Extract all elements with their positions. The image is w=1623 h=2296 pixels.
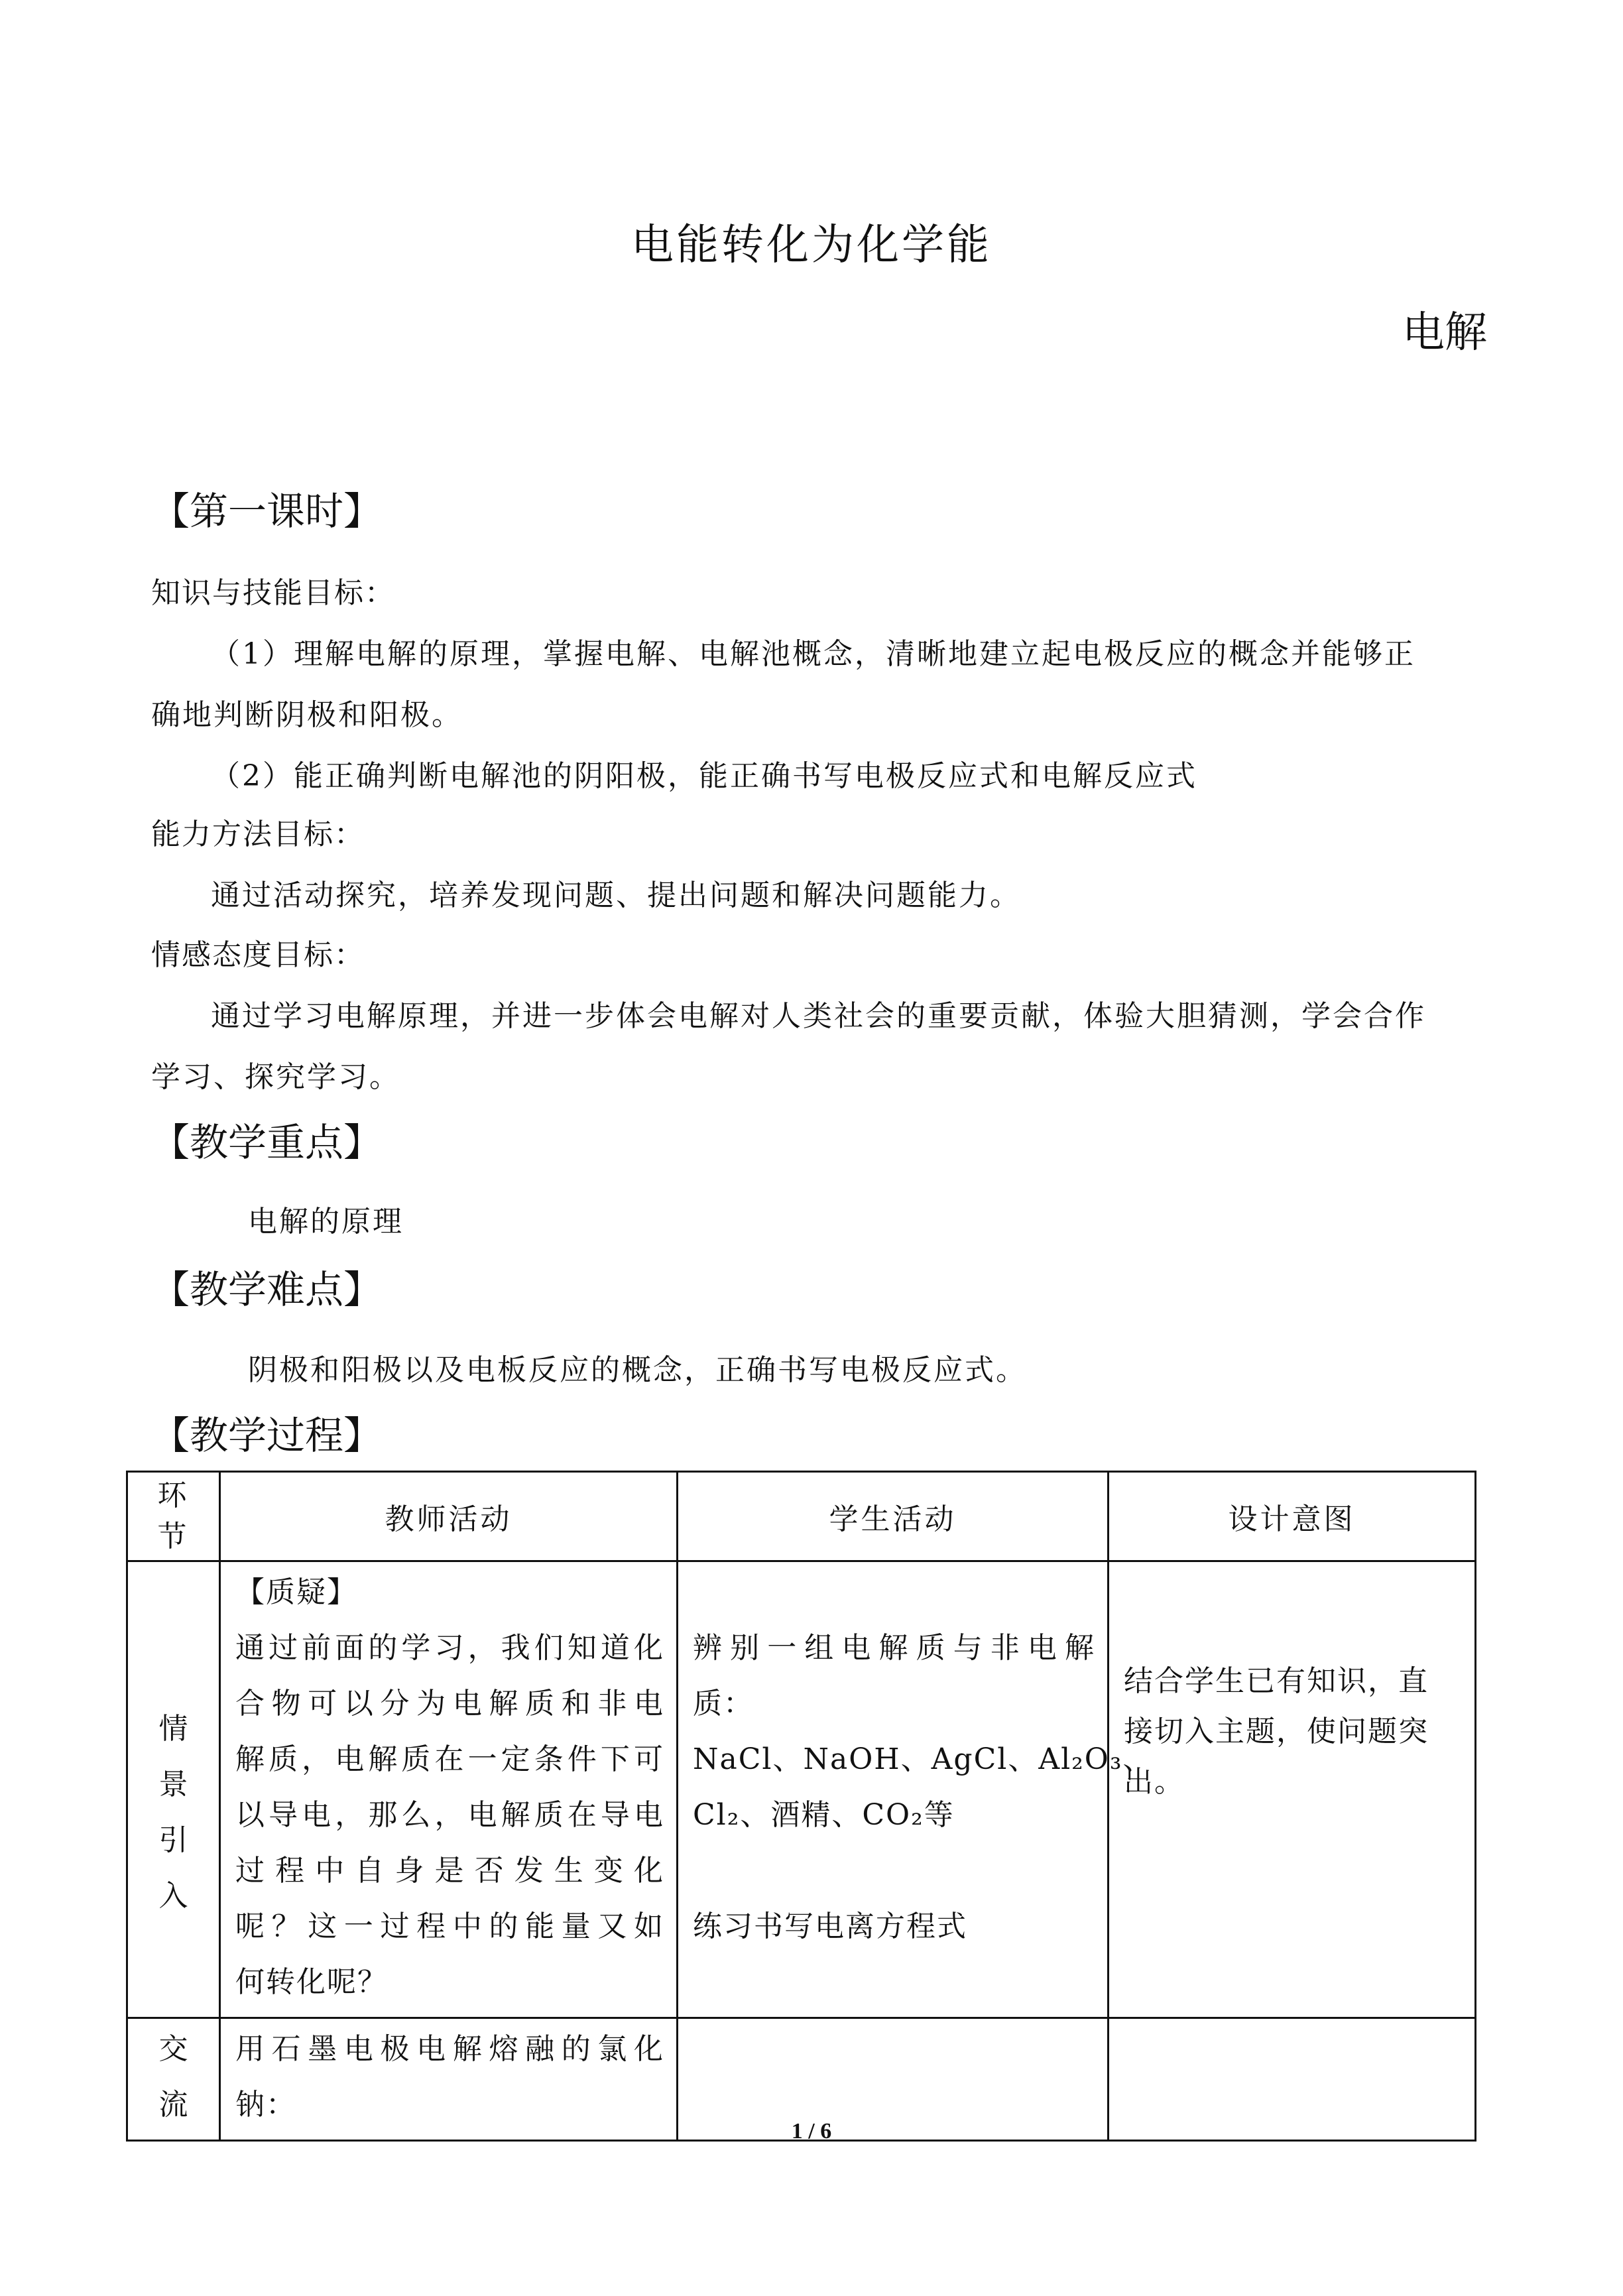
teacher-activity-cell	[220, 1561, 678, 2018]
header-teacher-activity: 教师活动	[220, 1472, 678, 1561]
teacher-line: 呢？这一过程中的能量又如	[235, 1909, 664, 1943]
knowledge-objective-1-line2: 确地判断阴极和阳极。	[151, 698, 463, 732]
header-stage-line1: 环	[157, 1479, 190, 1512]
header-student-activity: 学生活动	[678, 1472, 1109, 1561]
teacher-line: 过程中自身是否发生变化	[235, 1854, 664, 1888]
stage-char: 入	[158, 1879, 188, 1913]
document-title: 电能转化为化学能	[631, 221, 992, 270]
intent-line: 结合学生已有知识，直	[1124, 1664, 1429, 1698]
stage-char: 景	[158, 1768, 188, 1801]
stage-char: 情	[158, 1712, 188, 1746]
difficulties-text: 阴极和阳极以及电板反应的概念，正确书写电极反应式。	[248, 1353, 1027, 1387]
emotion-objective-label: 情感态度目标：	[151, 938, 365, 972]
teacher-line: 【质疑】	[235, 1575, 357, 1609]
teacher-line: 解质，电解质在一定条件下可	[235, 1742, 664, 1776]
teaching-process-table	[126, 1471, 1476, 2142]
ability-objective-text: 通过活动探究，培养发现问题、提出问题和解决问题能力。	[211, 878, 1021, 912]
student-line: 练习书写电离方程式	[693, 1909, 967, 1943]
header-design-intent: 设计意图	[1109, 1472, 1476, 1561]
teacher-line: 钠：	[235, 2088, 296, 2122]
design-intent-cell	[1109, 1561, 1476, 2018]
header-stage-line2: 节	[157, 1520, 190, 1553]
page-number: 1 / 6	[791, 2119, 832, 2144]
lesson-label: 【第一课时】	[151, 489, 383, 534]
document-subtitle: 电解	[1402, 308, 1487, 357]
teacher-line: 通过前面的学习，我们知道化	[235, 1631, 664, 1665]
table-row	[127, 1561, 1476, 2018]
teacher-line: 合物可以分为电解质和非电	[235, 1687, 664, 1721]
knowledge-objective-label: 知识与技能目标：	[151, 576, 395, 610]
intent-line: 接切入主题，使问题突	[1124, 1715, 1429, 1748]
intent-line: 出。	[1124, 1765, 1185, 1799]
key-points-label: 【教学重点】	[151, 1120, 383, 1165]
header-stage	[127, 1472, 220, 1561]
knowledge-objective-1-line1: （1）理解电解的原理，掌握电解、电解池概念，清晰地建立起电极反应的概念并能够正	[211, 637, 1415, 671]
key-points-text: 电解的原理	[248, 1205, 404, 1239]
difficulties-label: 【教学难点】	[151, 1267, 383, 1312]
process-label: 【教学过程】	[151, 1413, 383, 1458]
stage-cell	[127, 1561, 220, 2018]
teacher-line: 用石墨电极电解熔融的氯化	[235, 2032, 664, 2066]
teacher-line: 何转化呢？	[235, 1965, 388, 1999]
student-activity-cell	[678, 1561, 1154, 2018]
ability-objective-label: 能力方法目标：	[151, 817, 365, 851]
student-line: NaCl、NaOH、AgCl、Al₂O₃、	[693, 1742, 1154, 1776]
stage-char: 交	[158, 2032, 188, 2066]
student-line: 质：	[693, 1687, 754, 1721]
stage-char: 流	[158, 2088, 188, 2122]
teacher-line: 以导电，那么，电解质在导电	[235, 1798, 664, 1832]
stage-char: 引	[158, 1823, 188, 1857]
student-line: 辨别一组电解质与非电解	[693, 1631, 1095, 1665]
emotion-objective-line1: 通过学习电解原理，并进一步体会电解对人类社会的重要贡献，体验大胆猜测，学会合作	[211, 999, 1426, 1033]
table-header-row	[127, 1472, 1476, 1561]
student-line: Cl₂、酒精、CO₂等	[693, 1798, 955, 1832]
knowledge-objective-2: （2）能正确判断电解池的阴阳极，能正确书写电极反应式和电解反应式	[211, 759, 1197, 793]
student-blank-line	[693, 1843, 1095, 1899]
emotion-objective-line2: 学习、探究学习。	[151, 1060, 400, 1094]
